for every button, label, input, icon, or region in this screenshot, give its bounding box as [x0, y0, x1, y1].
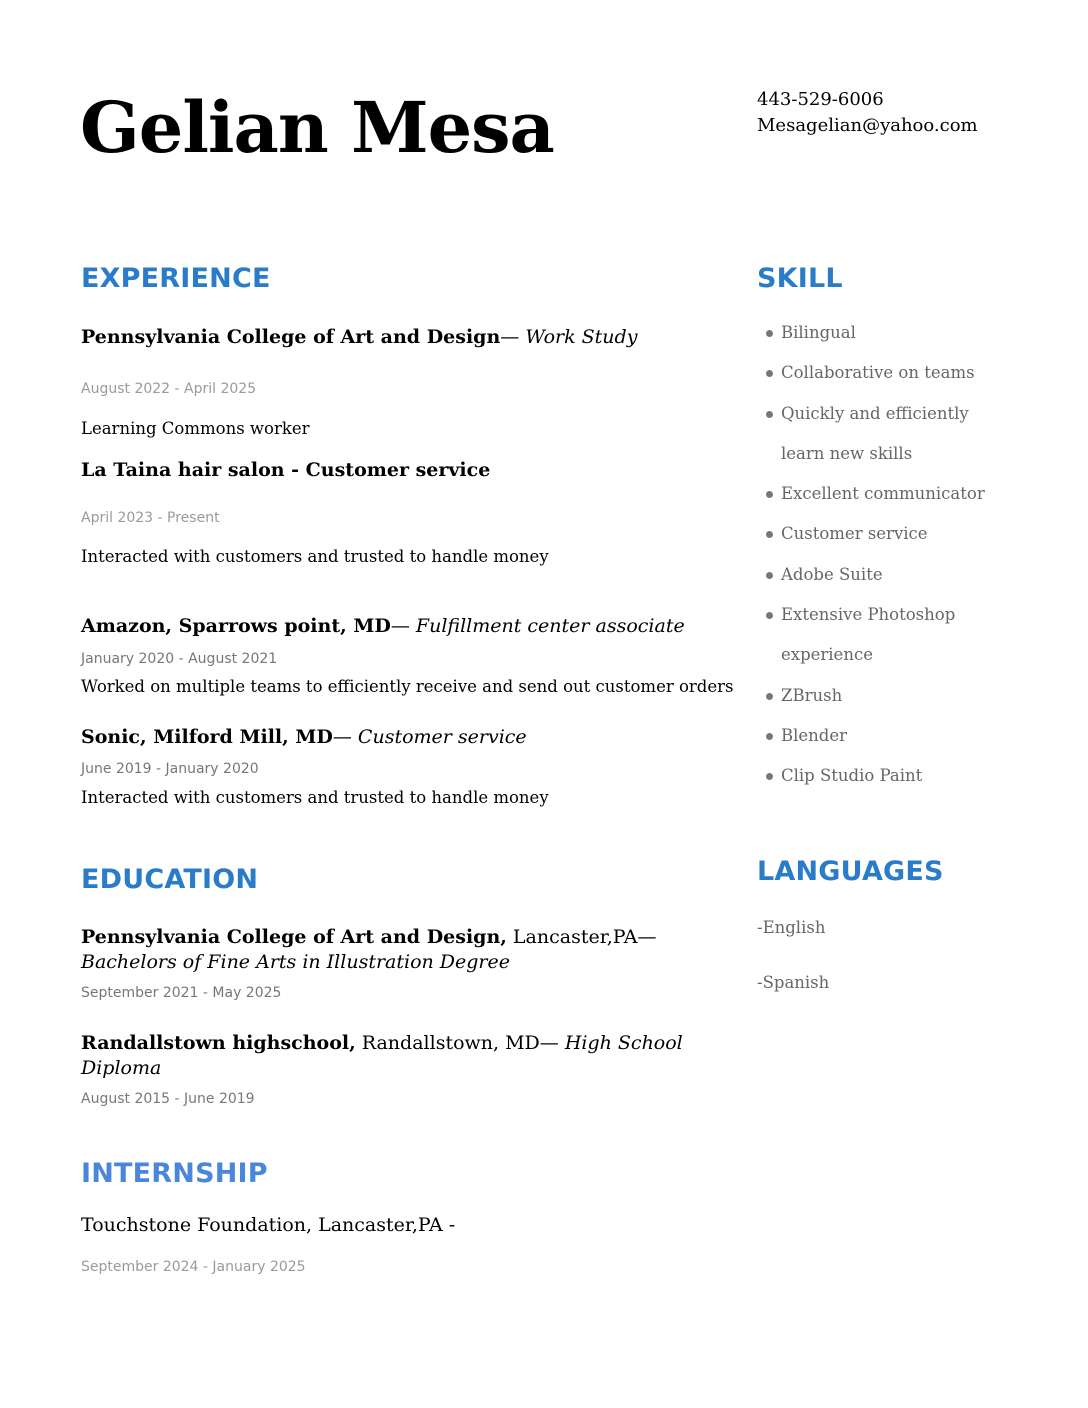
- job-org: Sonic, Milford Mill, MD: [81, 726, 333, 748]
- skill-item: Blender: [757, 716, 997, 756]
- candidate-name: Gelian Mesa: [80, 86, 554, 169]
- skills-list: [757, 313, 997, 797]
- job-separator: —: [390, 615, 416, 637]
- school-name: Randallstown highschool,: [81, 1032, 356, 1054]
- job-dates: August 2022 - April 2025: [81, 381, 257, 397]
- education-entry: [81, 1031, 711, 1081]
- phone-number: 443-529-6006: [757, 89, 884, 110]
- skill-item: Customer service: [757, 514, 997, 554]
- job-dates: June 2019 - January 2020: [81, 761, 259, 777]
- skill-item: Adobe Suite: [757, 555, 997, 595]
- job-description: Learning Commons worker: [81, 419, 310, 438]
- internship-dates: September 2024 - January 2025: [81, 1259, 306, 1275]
- skill-item: Bilingual: [757, 313, 997, 353]
- school-location: Randallstown, MD—: [355, 1032, 565, 1054]
- internship-heading: INTERNSHIP: [81, 1158, 268, 1189]
- job-role: Customer service: [357, 726, 527, 748]
- email-address: Mesagelian@yahoo.com: [757, 115, 978, 136]
- job-description: Interacted with customers and trusted to handle money: [81, 788, 549, 807]
- job-org: Amazon, Sparrows point, MD: [81, 615, 391, 637]
- skill-item: ZBrush: [757, 676, 997, 716]
- language-item: -English: [757, 918, 826, 937]
- school-name: Pennsylvania College of Art and Design,: [81, 926, 507, 948]
- language-item: -Spanish: [757, 973, 830, 992]
- skills-heading: SKILL: [757, 263, 843, 294]
- skill-item: Excellent communicator: [757, 474, 997, 514]
- job-title: [81, 615, 685, 637]
- job-org: La Taina hair salon - Customer service: [81, 459, 491, 481]
- job-org: Pennsylvania College of Art and Design: [81, 326, 501, 348]
- job-separator: —: [500, 326, 526, 348]
- job-description: Worked on multiple teams to efficiently receive and send out customer orders: [81, 677, 734, 696]
- school-location: Lancaster,PA—: [506, 926, 657, 948]
- job-dates: January 2020 - August 2021: [81, 651, 278, 667]
- job-role: Work Study: [525, 326, 638, 348]
- job-role: Fulfillment center associate: [415, 615, 685, 637]
- education-heading: EDUCATION: [81, 864, 259, 895]
- education-dates: August 2015 - June 2019: [81, 1091, 255, 1107]
- job-description: Interacted with customers and trusted to handle money: [81, 547, 549, 566]
- education-entry: [81, 925, 711, 975]
- job-dates: April 2023 - Present: [81, 510, 220, 526]
- job-separator: —: [332, 726, 358, 748]
- skill-item: Extensive Photoshop experience: [757, 595, 997, 676]
- experience-heading: EXPERIENCE: [81, 263, 271, 294]
- skill-item: Clip Studio Paint: [757, 756, 997, 796]
- school-degree: High School Diploma: [81, 1032, 683, 1079]
- job-title: [81, 459, 490, 481]
- contact-block: [757, 87, 978, 139]
- skill-item: Collaborative on teams: [757, 353, 997, 393]
- education-dates: September 2021 - May 2025: [81, 985, 282, 1001]
- internship-entry: Touchstone Foundation, Lancaster,PA -: [81, 1214, 456, 1236]
- school-degree: Bachelors of Fine Arts in Illustration Degree: [81, 951, 511, 973]
- job-title: [81, 326, 637, 348]
- skill-item: Quickly and efficiently learn new skills: [757, 394, 997, 475]
- job-title: [81, 726, 527, 748]
- languages-heading: LANGUAGES: [757, 856, 944, 887]
